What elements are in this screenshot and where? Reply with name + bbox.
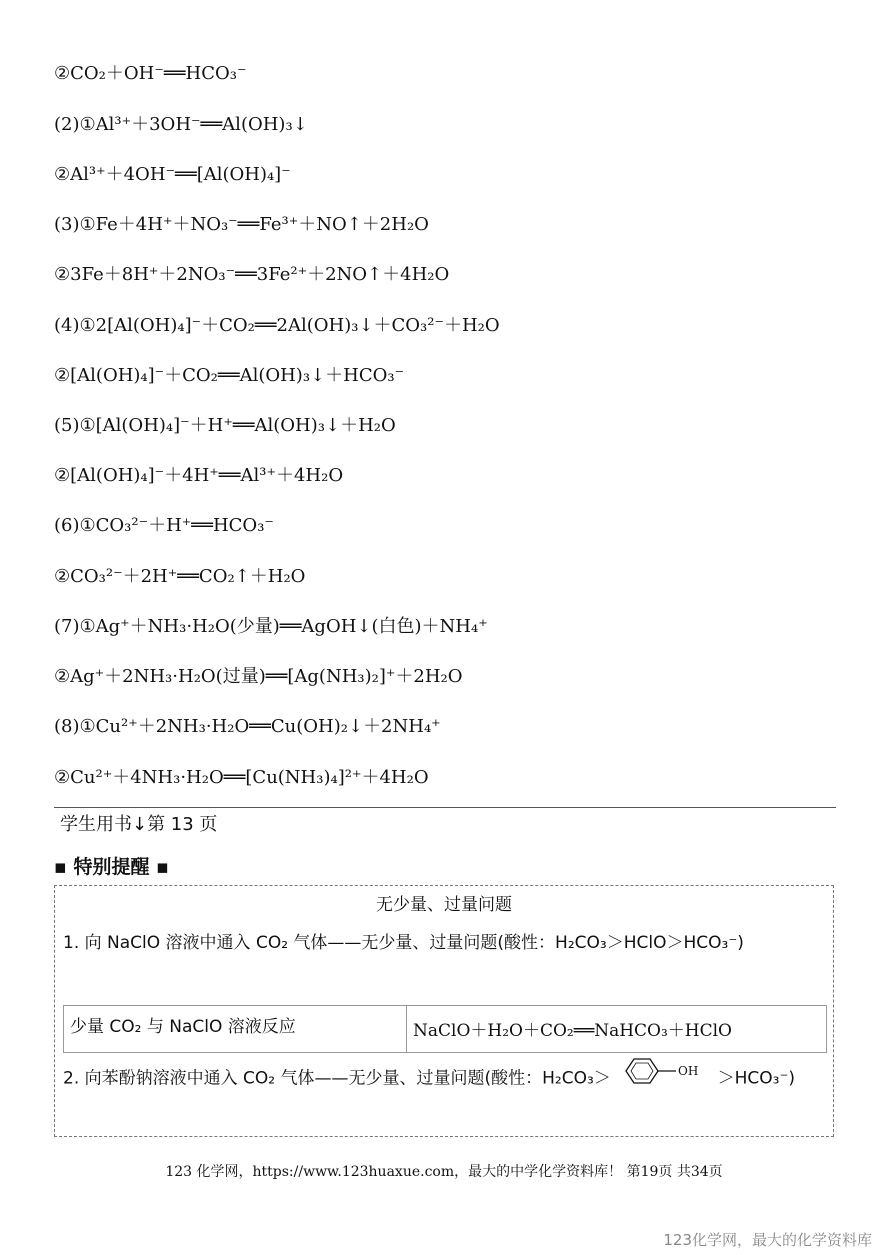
equation-line: ②[Al(OH)₄]⁻＋CO₂══Al(OH)₃↓＋HCO₃⁻ [54, 365, 405, 386]
equation-line: (3)①Fe＋4H⁺＋NO₃⁻══Fe³⁺＋NO↑＋2H₂O [54, 214, 429, 235]
equation-line: (2)①Al³⁺＋3OH⁻══Al(OH)₃↓ [54, 114, 308, 135]
question-2-tail: ＞HCO₃⁻) [717, 1068, 796, 1089]
reminder-box-title: 无少量、过量问题 [376, 895, 512, 915]
equation-line: (5)①[Al(OH)₄]⁻＋H⁺══Al(OH)₃↓＋H₂O [54, 415, 396, 436]
equation-line: (7)①Ag⁺＋NH₃·H₂O(少量)══AgOH↓(白色)＋NH₄⁺ [54, 616, 488, 637]
equation-line: (4)①2[Al(OH)₄]⁻＋CO₂══2Al(OH)₃↓＋CO₃²⁻＋H₂O [54, 315, 500, 336]
equation-line: (8)①Cu²⁺＋2NH₃·H₂O══Cu(OH)₂↓＋2NH₄⁺ [54, 716, 441, 737]
reaction-table [63, 1005, 827, 1053]
phenol-oh-label: OH [678, 1064, 699, 1078]
page-footer: 123 化学网，https://www.123huaxue.com，最大的中学化学资料库！ 第19页 共34页 [165, 1164, 723, 1180]
equation-line: ②3Fe＋8H⁺＋2NO₃⁻══3Fe²⁺＋2NO↑＋4H₂O [54, 264, 450, 285]
watermark: 123化学网，最大的化学资料库 [663, 1231, 872, 1249]
reminder-box [54, 885, 834, 1137]
equation-line: ②CO₂＋OH⁻══HCO₃⁻ [54, 63, 247, 84]
question-2 [63, 1056, 831, 1101]
equation-line: (6)①CO₃²⁻＋H⁺══HCO₃⁻ [54, 515, 274, 536]
equation-line: ②Al³⁺＋4OH⁻══[Al(OH)₄]⁻ [54, 164, 291, 185]
question-2-text: 2. 向苯酚钠溶液中通入 CO₂ 气体——无少量、过量问题(酸性：H₂CO₃＞ [63, 1068, 611, 1089]
table-cell-equation: NaClO＋H₂O＋CO₂══NaHCO₃＋HClO [413, 1021, 732, 1041]
special-reminder-heading: ▪ 特别提醒 ▪ [54, 856, 169, 878]
question-1: 1. 向 NaClO 溶液中通入 CO₂ 气体——无少量、过量问题(酸性：H₂CO₃＞HClO＞HCO₃⁻) [63, 933, 744, 953]
table-cell-condition: 少量 CO₂ 与 NaClO 溶液反应 [64, 1006, 407, 1052]
phenol-structure-icon [616, 1056, 712, 1101]
section-divider [54, 807, 836, 808]
equation-line: ②Ag⁺＋2NH₃·H₂O(过量)══[Ag(NH₃)₂]⁺＋2H₂O [54, 666, 463, 687]
equation-line: ②Cu²⁺＋4NH₃·H₂O══[Cu(NH₃)₄]²⁺＋4H₂O [54, 767, 429, 788]
equation-line: ②CO₃²⁻＋2H⁺══CO₂↑＋H₂O [54, 566, 306, 587]
equation-line: ②[Al(OH)₄]⁻＋4H⁺══Al³⁺＋4H₂O [54, 465, 344, 486]
book-page-note: 学生用书↓第 13 页 [60, 814, 218, 835]
